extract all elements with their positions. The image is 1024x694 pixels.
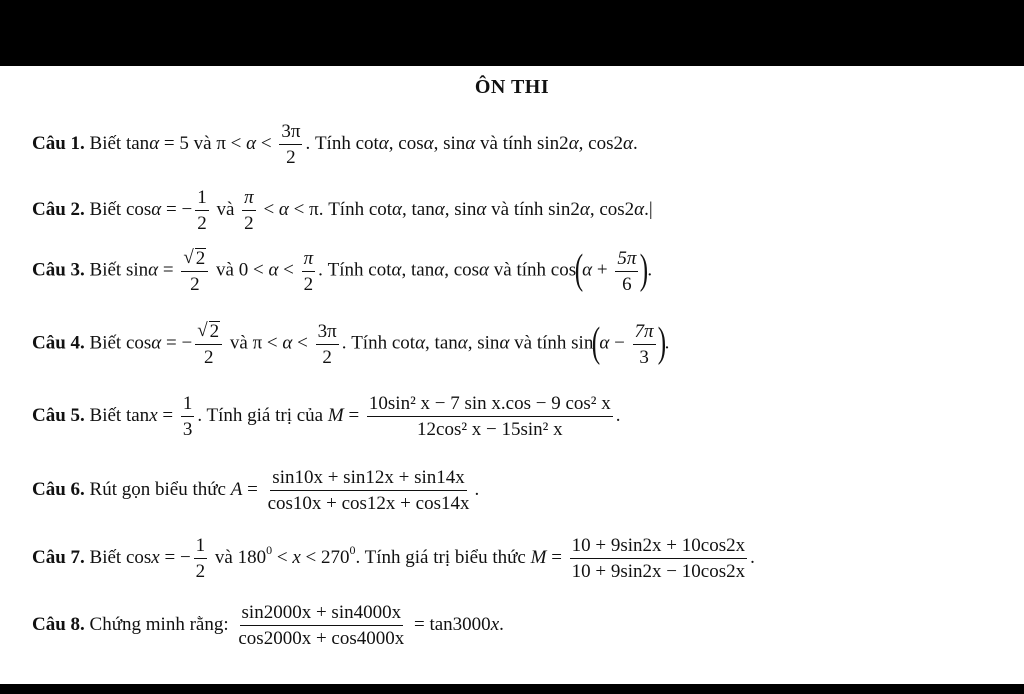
- question-3: Câu 3. Biết sinα = √ 2 2 và 0 < α < $\frac{\pi}{2}$ . Tính cotα, tanα, cosα và tính cos(α + $\frac{5\pi}{6}$ ).: [32, 247, 653, 295]
- question-label: Câu 5.: [32, 404, 85, 426]
- question-7: Câu 7. Biết cosx = − $\frac{1}{2}$ và $180^0 < x < 270^0$. Tính giá trị biểu thức M = $\frac{10 + 9\sin 2x + 10\cos 2x}{10 + 9\sin 2x - 10\cos 2x}$ .: [32, 535, 755, 582]
- fraction: $\frac{7\pi}{3}$: [634, 320, 654, 368]
- sqrt: √ 2: [183, 247, 206, 269]
- question-5: Câu 5. Biết tanx = $\frac{1}{3}$ . Tính giá trị của M = $\frac{\text{10sin² x − 7 sin x.cos − 9 cos² x}}{\text{12cos² x − 15sin² x}}$ .: [32, 393, 621, 440]
- question-4: Câu 4. Biết cosα = − √ 2 2 và π < α < $\frac{3\pi}{2}$ . Tính cotα, tanα, sinα và tính sin(α − $\frac{7\pi}{3}$ ).: [32, 320, 670, 368]
- question-label: Câu 2.: [32, 198, 85, 220]
- page-title: ÔN THI: [474, 76, 550, 98]
- question-label: Câu 8.: [32, 613, 85, 635]
- fraction: $\frac{\text{10sin² x − 7 sin x.cos − 9 cos² x}}{\text{12cos² x − 15sin² x}}$: [368, 393, 611, 440]
- fraction: $\frac{10 + 9\sin 2x + 10\cos 2x}{10 + 9\sin 2x - 10\cos 2x}$: [571, 535, 746, 582]
- fraction: $\frac{\sin 2000x + \sin 4000x}{\cos 2000x + \cos 4000x}$: [238, 602, 405, 649]
- fraction: √ 2 2: [181, 248, 208, 294]
- question-label: Câu 3.: [32, 259, 85, 281]
- fraction: $\frac{5\pi}{6}$: [617, 247, 637, 295]
- fraction: $\frac{\pi}{2}$: [303, 247, 314, 295]
- question-2: Câu 2. Biết cosα = − $\frac{1}{2}$ và $\frac{\pi}{2}$ < α < π. Tính cotα, tanα, sinα và tính sin2α, cos2α.|: [32, 187, 653, 234]
- fraction: $\frac{\pi}{2}$: [244, 187, 254, 234]
- fraction: $\frac{1}{3}$: [182, 393, 193, 440]
- worksheet: [0, 66, 1024, 684]
- question-label: Câu 7.: [32, 546, 85, 568]
- question-1: Câu 1. Biết tanα = 5 và π < α < $\frac{3\pi}{2}$ . Tính cotα, cosα, sinα và tính sin2α, cos2α.: [32, 121, 638, 168]
- question-label: Câu 4.: [32, 332, 85, 354]
- fraction: $\frac{1}{2}$: [195, 535, 206, 582]
- fraction: $\frac{\sin 10x + \sin 12x + \sin 14x}{\cos 10x + \cos 12x + \cos 14x}$: [267, 467, 470, 514]
- question-label: Câu 6.: [32, 478, 85, 500]
- sqrt: √ 2: [197, 320, 220, 342]
- fraction: $\frac{1}{2}$: [197, 187, 207, 234]
- fraction: √ 2 2: [195, 321, 222, 367]
- question-6: Câu 6. Rút gọn biểu thức A = $\frac{\sin 10x + \sin 12x + \sin 14x}{\cos 10x + \cos 12x + \cos 14x}$ .: [32, 467, 480, 514]
- fraction: $\frac{3\pi}{2}$: [281, 121, 301, 168]
- question-label: Câu 1.: [32, 132, 85, 154]
- question-8: Câu 8. Chứng minh rằng: $\frac{\sin 2000x + \sin 4000x}{\cos 2000x + \cos 4000x}$ = tan3000x.: [32, 602, 504, 649]
- fraction: $\frac{3\pi}{2}$: [317, 320, 337, 368]
